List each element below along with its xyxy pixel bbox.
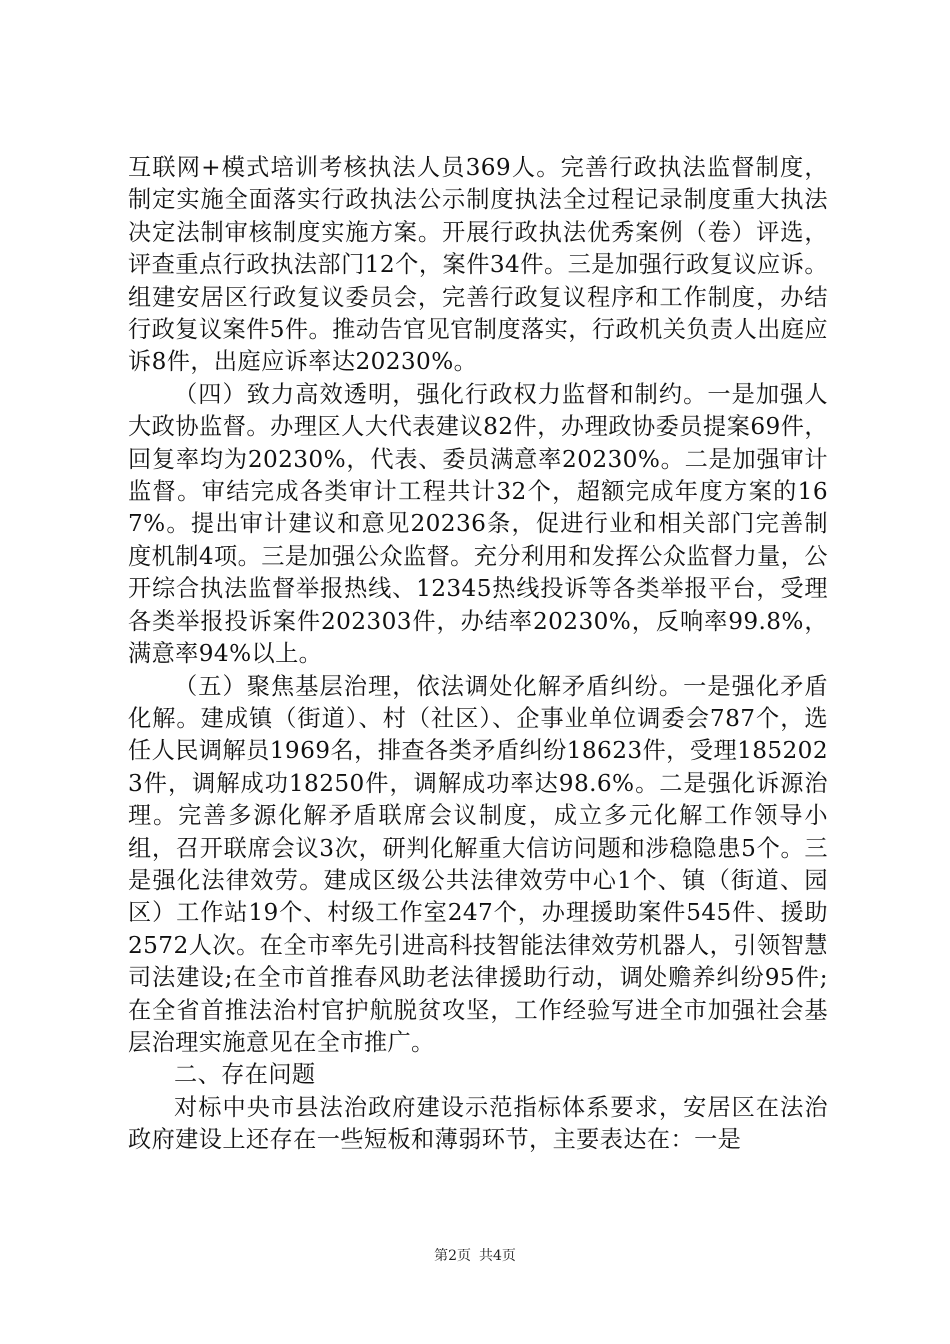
paragraph-4: 对标中央市县法治政府建设示范指标体系要求，安居区在法治政府建设上还存在一些短板和薄弱环节，主要表达在：一是	[128, 1093, 828, 1154]
page-total: 共4页	[479, 1248, 516, 1264]
section-heading-problems: 二、存在问题	[174, 1061, 316, 1089]
page-number: 第2页	[434, 1248, 471, 1264]
page-footer	[0, 1247, 950, 1265]
paragraph-3: （五）聚焦基层治理，依法调处化解矛盾纠纷。一是强化矛盾化解。建成镇（街道）、村（社区）、企事业单位调委会787个，选任人民调解员1969名，排查各类矛盾纠纷18623件，受理1852023件，调解成功18250件，调解成功率达98.6%。二是强化诉源治理。完善多源化解矛盾联席会议制度，成立多元化解工作领导小组，召开联席会议3次，研判化解重大信访问题和涉稳隐患5个。三是强化法律效劳。建成区级公共法律效劳中心1个、镇（街道、园区）工作站19个、村级工作室247个，办理援助案件545件、援助2572人次。在全市率先引进高科技智能法律效劳机器人，引领智慧司法建设;在全市首推春风助老法律援助行动，调处赡养纠纷95件;在全省首推法治村官护航脱贫攻坚，工作经验写进全市加强社会基层治理实施意见在全市推广。	[128, 672, 828, 1056]
paragraph-2: （四）致力高效透明，强化行政权力监督和制约。一是加强人大政协监督。办理区人大代表建议82件，办理政协委员提案69件，回复率均为20230%，代表、委员满意率20230%。二是加强审计监督。审结完成各类审计工程共计32个，超额完成年度方案的167%。提出审计建议和意见20236条，促进行业和相关部门完善制度机制4项。三是加强公众监督。充分利用和发挥公众监督力量，公开综合执法监督举报热线、12345热线投诉等各类举报平台，受理各类举报投诉案件202303件，办结率20230%，反响率99.8%，满意率94%以上。	[128, 380, 828, 668]
document-body	[128, 152, 828, 1157]
paragraph-1: 互联网+模式培训考核执法人员369人。完善行政执法监督制度，制定实施全面落实行政执法公示制度执法全过程记录制度重大执法决定法制审核制度实施方案。开展行政执法优秀案例（卷）评选，评查重点行政执法部门12个，案件34件。三是加强行政复议应诉。组建安居区行政复议委员会，完善行政复议程序和工作制度，办结行政复议案件5件。推动告官见官制度落实，行政机关负责人出庭应诉8件，出庭应诉率达20230%。	[128, 154, 828, 376]
